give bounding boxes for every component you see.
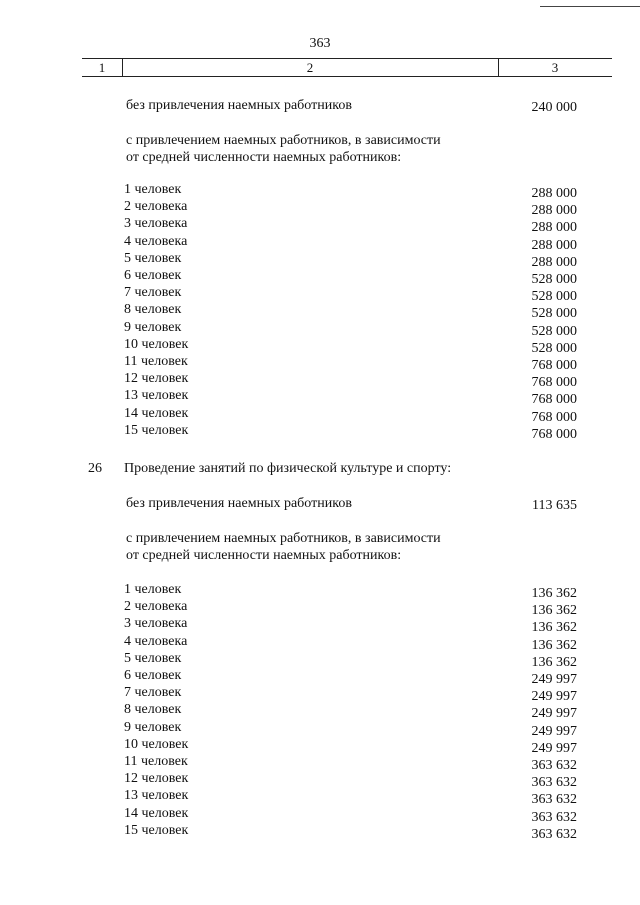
- list-item-value: 363 632: [531, 758, 577, 773]
- list-item-value: 288 000: [531, 203, 577, 219]
- list-item-value: 136 362: [531, 620, 577, 636]
- list-item-value: 136 362: [531, 603, 577, 619]
- list-item-label: 5 человек: [124, 250, 182, 266]
- list-item-label: 7 человек: [124, 285, 182, 301]
- list-item-value: 136 362: [531, 654, 577, 670]
- header-col-2: 2: [306, 60, 314, 75]
- list-item-label: 3 человека: [124, 616, 188, 632]
- list-item-value: 363 632: [531, 775, 577, 791]
- list-item-label: 11 человек: [124, 754, 188, 769]
- section-b-title: Проведение занятий по физической культуре и спорту:: [124, 461, 452, 476]
- list-item-label: 14 человек: [124, 805, 189, 821]
- list-item-value: 249 997: [531, 723, 577, 739]
- list-item-value: 768 000: [531, 426, 577, 442]
- section-b-without-label: без привлечения наемных работников: [126, 496, 352, 511]
- list-item-label: 6 человек: [124, 668, 182, 683]
- list-item-value: 249 997: [531, 689, 577, 705]
- list-item-value: 528 000: [531, 340, 577, 356]
- list-item-value: 288 000: [531, 186, 577, 201]
- header-col-3: 3: [551, 60, 559, 75]
- list-item-value: 528 000: [531, 272, 577, 287]
- list-item-label: 13 человек: [124, 388, 189, 404]
- list-item-value: 136 362: [531, 586, 577, 601]
- list-item-value: 363 632: [531, 826, 577, 842]
- list-item-label: 12 человек: [124, 771, 189, 787]
- list-item-value: 528 000: [531, 323, 577, 339]
- list-item-label: 6 человек: [124, 268, 182, 283]
- section-b-without-value: 113 635: [532, 498, 577, 513]
- header-col-1: 1: [98, 60, 106, 75]
- top-rule: [540, 6, 640, 7]
- section-b-with-line1: с привлечением наемных работников, в зависимости: [126, 531, 441, 546]
- list-item-label: 8 человек: [124, 702, 182, 718]
- table-header: [82, 58, 612, 77]
- list-item-label: 10 человек: [124, 736, 189, 752]
- list-item-label: 15 человек: [124, 422, 189, 438]
- list-item-value: 768 000: [531, 392, 577, 408]
- list-item-value: 249 997: [531, 740, 577, 756]
- list-item-value: 249 997: [531, 706, 577, 722]
- list-item-value: 363 632: [531, 809, 577, 825]
- section-a-with-line1: с привлечением наемных работников, в зависимости: [126, 133, 441, 148]
- list-item-label: 5 человек: [124, 650, 182, 666]
- list-item-value: 528 000: [531, 306, 577, 322]
- list-item-label: 7 человек: [124, 685, 182, 701]
- list-item-label: 13 человек: [124, 788, 189, 804]
- list-item-value: 288 000: [531, 254, 577, 270]
- list-item-value: 136 362: [531, 637, 577, 653]
- list-item-value: 528 000: [531, 289, 577, 305]
- list-item-label: 1 человек: [124, 182, 182, 197]
- section-a-without-value: 240 000: [531, 100, 577, 115]
- list-item-label: 3 человека: [124, 216, 188, 232]
- page-number: 363: [309, 36, 331, 51]
- list-item-value: 363 632: [531, 792, 577, 808]
- list-item-label: 15 человек: [124, 822, 189, 838]
- list-item-label: 12 человек: [124, 371, 189, 387]
- list-item-label: 2 человека: [124, 599, 188, 615]
- list-item-value: 768 000: [531, 358, 577, 373]
- list-item-label: 4 человека: [124, 233, 188, 249]
- section-a-with-line2: от средней численности наемных работников:: [126, 150, 402, 165]
- list-item-label: 10 человек: [124, 336, 189, 352]
- list-item-label: 9 человек: [124, 319, 182, 335]
- list-item-label: 9 человек: [124, 719, 182, 735]
- list-item-label: 8 человек: [124, 302, 182, 318]
- list-item-value: 249 997: [531, 672, 577, 687]
- list-item-label: 4 человека: [124, 633, 188, 649]
- list-item-label: 1 человек: [124, 582, 182, 597]
- section-a-without-label: без привлечения наемных работников: [126, 98, 352, 113]
- list-item-label: 14 человек: [124, 405, 189, 421]
- list-item-value: 768 000: [531, 409, 577, 425]
- list-item-value: 288 000: [531, 237, 577, 253]
- list-item-label: 11 человек: [124, 354, 188, 369]
- list-item-value: 288 000: [531, 220, 577, 236]
- list-item-label: 2 человека: [124, 199, 188, 215]
- section-b-with-line2: от средней численности наемных работников:: [126, 548, 402, 563]
- section-b-number: 26: [88, 461, 102, 476]
- list-item-value: 768 000: [531, 375, 577, 391]
